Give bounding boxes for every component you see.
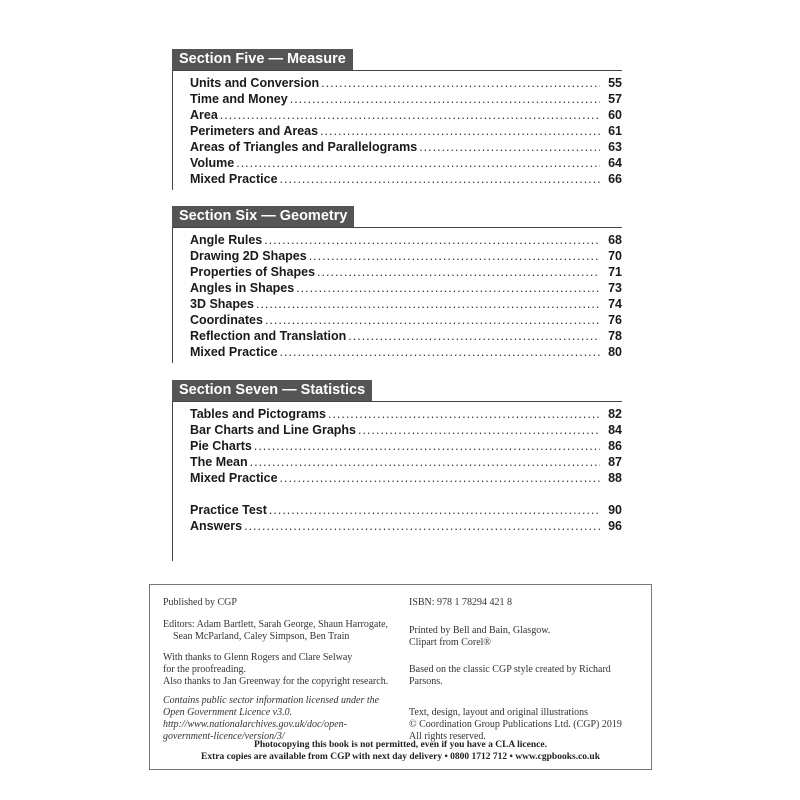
toc-entry[interactable]: Areas of Triangles and Parallelograms ..... 63 xyxy=(190,139,622,155)
toc-entry-practice-test[interactable]: Practice Test ..... 90 xyxy=(190,502,622,518)
toc-entry[interactable]: Properties of Shapes ..... 71 xyxy=(190,264,622,280)
section-side-rule xyxy=(172,227,173,363)
extra-copies-notice: Extra copies are available from CGP with next day delivery • 0800 1712 712 • www.cgpbooks.co.uk xyxy=(201,752,600,762)
copyright-line: Text, design, layout and original illustrations xyxy=(409,707,588,718)
credits-box xyxy=(149,584,652,770)
published-by: Published by CGP xyxy=(163,597,237,608)
section-seven xyxy=(172,380,622,533)
toc-entry[interactable]: Time and Money ..... 57 xyxy=(190,91,622,107)
section-six xyxy=(172,206,622,359)
toc-entry[interactable]: Angles in Shapes ..... 73 xyxy=(190,280,622,296)
licence-link[interactable]: government-licence/version/3/ xyxy=(163,731,285,742)
section-six-heading: Section Six — Geometry xyxy=(172,206,354,228)
toc-entry[interactable]: Mixed Practice ..... 88 xyxy=(190,470,622,486)
thanks-line: for the proofreading. xyxy=(163,664,247,675)
printed-line: Clipart from Corel® xyxy=(409,637,492,648)
section-seven-heading: Section Seven — Statistics xyxy=(172,380,372,402)
section-side-rule xyxy=(172,70,173,190)
editors-line: Editors: Adam Bartlett, Sarah George, Shaun Harrogate, xyxy=(163,619,389,630)
section-five xyxy=(172,49,622,186)
toc-entry[interactable]: Coordinates ..... 76 xyxy=(190,312,622,328)
toc-entry[interactable]: 3D Shapes ..... 74 xyxy=(190,296,622,312)
toc-entry[interactable]: Drawing 2D Shapes ..... 70 xyxy=(190,248,622,264)
toc-entry[interactable]: Mixed Practice ..... 80 xyxy=(190,344,622,360)
section-rule xyxy=(172,401,622,402)
credits-right-column xyxy=(409,597,644,743)
toc-entry[interactable]: Angle Rules ..... 68 xyxy=(190,232,622,248)
toc-entry[interactable]: Units and Conversion ..... 55 xyxy=(190,75,622,91)
toc-entry[interactable]: The Mean ..... 87 xyxy=(190,454,622,470)
section-five-toc xyxy=(190,75,622,187)
toc-entry[interactable]: Tables and Pictograms ..... 82 xyxy=(190,406,622,422)
section-rule xyxy=(172,70,622,71)
toc-entry[interactable]: Pie Charts ..... 86 xyxy=(190,438,622,454)
extras-toc xyxy=(190,502,622,534)
section-six-toc xyxy=(190,232,622,360)
thanks-line: Also thanks to Jan Greenway for the copyright research. xyxy=(163,676,389,687)
credits-left-column xyxy=(163,597,403,743)
licence-line: Contains public sector information licensed under the xyxy=(163,695,380,706)
photocopy-notice: Photocopying this book is not permitted, even if you have a CLA licence. xyxy=(254,740,547,750)
isbn: ISBN: 978 1 78294 421 8 xyxy=(409,597,513,608)
toc-entry[interactable]: Reflection and Translation ..... 78 xyxy=(190,328,622,344)
licence-line: Open Government Licence v3.0. xyxy=(163,707,293,718)
toc-entry[interactable]: Perimeters and Areas ..... 61 xyxy=(190,123,622,139)
licence-link[interactable]: http://www.nationalarchives.gov.uk/doc/open- xyxy=(163,719,347,730)
toc-entry[interactable]: Bar Charts and Line Graphs ..... 84 xyxy=(190,422,622,438)
toc-entry-answers[interactable]: Answers ..... 96 xyxy=(190,518,622,534)
copyright-line: All rights reserved. xyxy=(409,731,486,742)
section-side-rule xyxy=(172,401,173,561)
editors-line: Sean McParland, Caley Simpson, Ben Train xyxy=(173,631,350,642)
copyright-line: © Coordination Group Publications Ltd. (CGP) 2019 xyxy=(409,719,622,730)
section-rule xyxy=(172,227,622,228)
toc-entry[interactable]: Mixed Practice ..... 66 xyxy=(190,171,622,187)
section-seven-toc xyxy=(190,406,622,486)
thanks-line: With thanks to Glenn Rogers and Clare Selway xyxy=(163,652,353,663)
section-five-heading: Section Five — Measure xyxy=(172,49,353,71)
toc-entry[interactable]: Volume ..... 64 xyxy=(190,155,622,171)
based-on: Based on the classic CGP style created by Richard Parsons. xyxy=(409,664,611,687)
printed-line: Printed by Bell and Bain, Glasgow. xyxy=(409,625,551,636)
toc-entry[interactable]: Area ..... 60 xyxy=(190,107,622,123)
